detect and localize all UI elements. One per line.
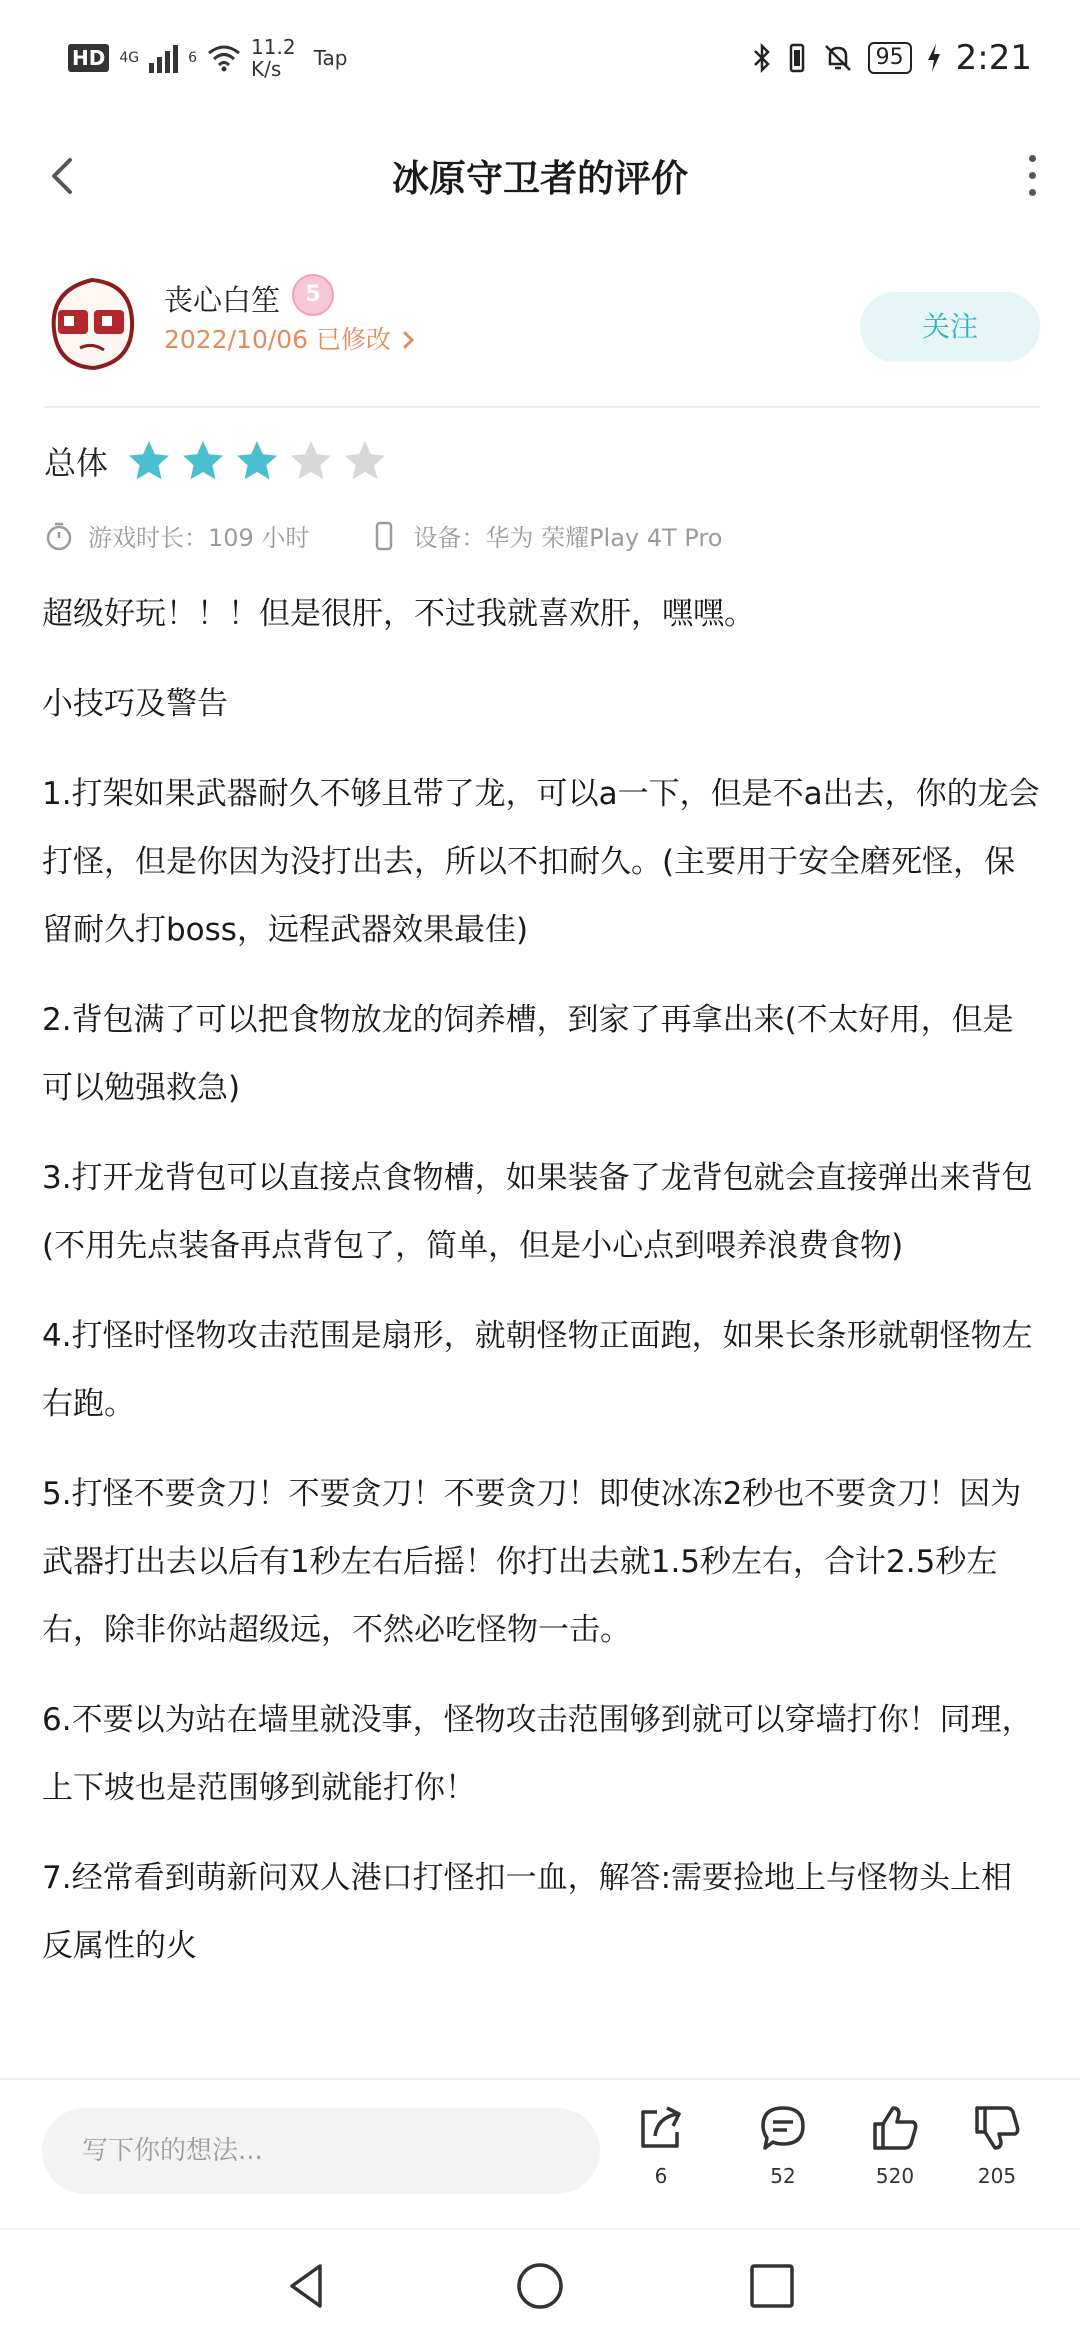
review-date-text: 2022/10/06 已修改 (164, 325, 392, 354)
rating-label: 总体 (44, 444, 109, 482)
dot-icon (1029, 189, 1036, 196)
phone-icon (369, 521, 399, 551)
avatar[interactable] (44, 270, 140, 374)
review-paragraph: 3.打开龙背包可以直接点食物槽，如果装备了龙背包就会直接弹出来背包(不用先点装备再点背包了，简单，但是小心点到喂养浪费食物) (42, 1160, 1033, 1264)
author-row (44, 270, 1040, 380)
star-icon (180, 438, 226, 484)
status-bar-left (68, 36, 347, 80)
nav-recents-icon[interactable] (744, 2258, 800, 2314)
wifi-icon (207, 44, 241, 72)
speed-unit: K/s (251, 57, 282, 81)
dot-icon (1029, 172, 1036, 179)
review-meta (44, 518, 722, 553)
status-bar (0, 0, 1080, 120)
comment-count: 52 (770, 2164, 796, 2188)
clock: 2:21 (955, 38, 1032, 78)
review-paragraph: 超级好玩！！！但是很肝，不过我就喜欢肝，嘿嘿。 (42, 596, 755, 632)
star-icon (288, 438, 334, 484)
share-button[interactable] (616, 2102, 706, 2188)
device: 设备：华为 荣耀Play 4T Pro (413, 524, 723, 552)
nav-home-icon[interactable] (512, 2258, 568, 2314)
like-count: 520 (875, 2164, 915, 2188)
review-paragraph: 5.打怪不要贪刀！不要贪刀！不要贪刀！即使冰冻2秒也不要贪刀！因为武器打出去以后有1秒左右后摇！你打出去就1.5秒左右，合计2.5秒左右，除非你站超级远，不然必吃怪物一击。 (42, 1476, 1022, 1648)
review-body (42, 580, 1042, 2002)
review-paragraph: 小技巧及警告 (42, 686, 228, 722)
network-speed (251, 36, 296, 80)
review-paragraph: 1.打架如果武器耐久不够且带了龙，可以a一下，但是不a出去，你的龙会打怪，但是你因为没打出去，所以不扣耐久。(主要用于安全磨死怪，保留耐久打boss，远程武器效果最佳) (42, 776, 1040, 948)
review-paragraph: 2.背包满了可以把食物放龙的饲养槽，到家了再拿出来(不太好用，但是可以勉强救急) (42, 1002, 1014, 1106)
level-badge: 5 (292, 274, 334, 316)
top-app-bar (0, 120, 1080, 230)
charging-icon (926, 42, 942, 74)
status-bar-right (752, 38, 1032, 78)
rating-row (44, 438, 388, 484)
review-paragraph: 4.打怪时怪物攻击范围是扇形，就朝怪物正面跑，如果长条形就朝怪物左右跑。 (42, 1318, 1033, 1422)
review-paragraph: 7.经常看到萌新问双人港口打怪扣一血，解答:需要捡地上与怪物头上相反属性的火 (42, 1860, 1013, 1964)
thumbs-down-icon (971, 2102, 1023, 2154)
share-count: 6 (654, 2164, 668, 2188)
dislike-button[interactable] (952, 2102, 1042, 2188)
dislike-count: 205 (977, 2164, 1017, 2188)
tap-icon: Tap (313, 46, 348, 70)
chevron-right-icon (399, 329, 417, 351)
star-rating (126, 438, 388, 484)
hd-badge: HD (68, 44, 109, 72)
system-nav-bar (0, 2228, 1080, 2342)
nav-back-icon[interactable] (280, 2258, 336, 2314)
vibrate-icon (786, 42, 808, 74)
star-icon (342, 438, 388, 484)
comment-icon (757, 2102, 809, 2154)
share-icon (635, 2102, 687, 2154)
thumbs-up-icon (869, 2102, 921, 2154)
signal-icon (149, 43, 178, 73)
star-icon (126, 438, 172, 484)
more-options-button[interactable] (1012, 150, 1052, 200)
divider (44, 406, 1040, 408)
bluetooth-icon (752, 42, 772, 74)
timer-icon (44, 521, 74, 551)
bottom-action-bar (0, 2078, 1080, 2230)
review-paragraph: 6.不要以为站在墙里就没事，怪物攻击范围够到就可以穿墙打你！同理，上下坡也是范围够到就能打你！ (42, 1702, 1033, 1806)
battery-indicator: 95 (868, 42, 912, 74)
dot-icon (1029, 155, 1036, 162)
author-name[interactable]: 丧心白笙 (164, 283, 281, 317)
like-button[interactable] (850, 2102, 940, 2188)
comment-button[interactable] (738, 2102, 828, 2188)
speed-value: 11.2 (251, 35, 296, 59)
star-icon (234, 438, 280, 484)
network-type: 4G (119, 50, 140, 66)
review-date[interactable] (164, 320, 417, 356)
network-type-secondary: 6 (188, 50, 198, 66)
comment-input[interactable] (42, 2108, 600, 2194)
page-title: 冰原守卫者的评价 (392, 157, 688, 200)
mute-icon (822, 42, 854, 74)
follow-button[interactable]: 关注 (860, 292, 1040, 362)
playtime: 游戏时长：109 小时 (88, 524, 310, 552)
